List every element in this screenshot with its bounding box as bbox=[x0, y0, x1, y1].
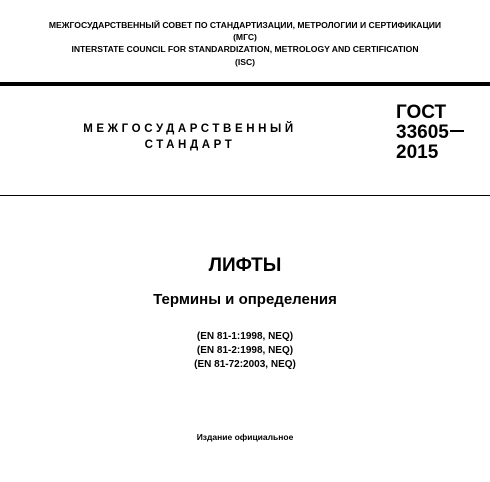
gost-number: 33605 bbox=[396, 122, 449, 143]
gost-year: 2015 bbox=[396, 142, 439, 163]
reference-3: (EN 81-72:2003, NEQ) bbox=[194, 359, 296, 370]
reference-2: (EN 81-2:1998, NEQ) bbox=[196, 345, 294, 356]
gost-prefix: ГОСТ bbox=[396, 102, 447, 123]
header-divider bbox=[0, 82, 490, 86]
council-abbr-en: (ISC) bbox=[234, 57, 256, 67]
document-subtitle: Термины и определения bbox=[153, 291, 337, 308]
edition-label: Издание официальное bbox=[196, 432, 294, 442]
standard-label-line2: СТАНДАРТ bbox=[144, 139, 236, 151]
council-abbr-ru: (МГС) bbox=[233, 32, 257, 42]
document-title: ЛИФТЫ bbox=[208, 255, 282, 276]
council-name-en: INTERSTATE COUNCIL FOR STANDARDIZATION, METROLOGY AND CERTIFICATION bbox=[71, 44, 419, 54]
section-divider bbox=[0, 195, 490, 196]
council-name-ru: МЕЖГОСУДАРСТВЕННЫЙ СОВЕТ ПО СТАНДАРТИЗАЦИИ, МЕТРОЛОГИИ И СЕРТИФИКАЦИИ bbox=[48, 20, 442, 30]
standard-label-line1: МЕЖГОСУДАРСТВЕННЫЙ bbox=[83, 123, 297, 135]
gost-dash bbox=[450, 130, 464, 132]
gost-designation bbox=[396, 103, 464, 163]
reference-1: (EN 81-1:1998, NEQ) bbox=[196, 331, 294, 342]
